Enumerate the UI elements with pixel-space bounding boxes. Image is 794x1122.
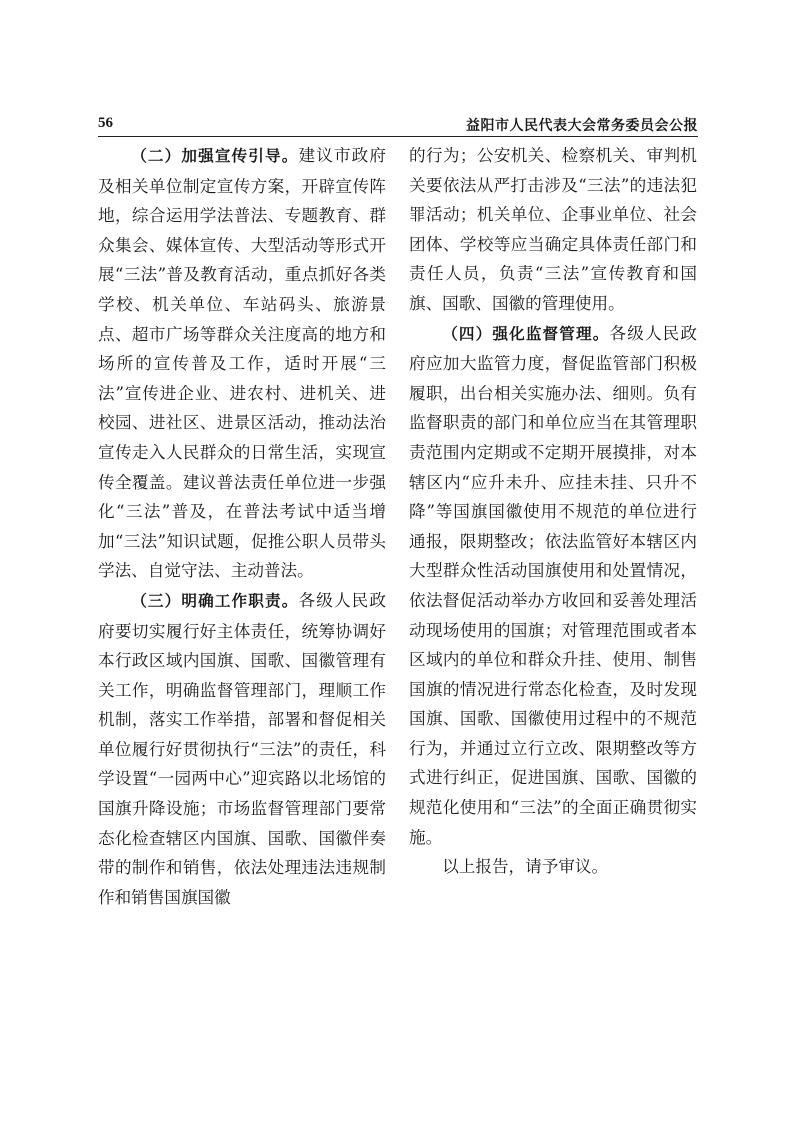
section-2-body: 建议市政府及相关单位制定宣传方案，开辟宣传阵地，综合运用学法普法、专题教育、群众集会、媒体宣传、大型活动等形式开展“三法”普及教育活动，重点抓好各类学校、机关单位、车站码头、旅游景点、超市广场等群众关注度高的地方和场所的宣传普及工作，适时开展“三法”宣传进企业、进农村、进机关、进校园、进社区、进景区活动，推动法治宣传走入人民群众的日常生活，实现宣传全覆盖。建议普法责任单位进一步强化“三法”普及，在普法考试中适当增加“三法”知识试题，促推公职人员带头学法、自觉守法、主动普法。 xyxy=(98,146,386,581)
section-3-heading: （三）明确工作职责。 xyxy=(131,591,299,610)
closing-line: 以上报告，请予审议。 xyxy=(442,857,609,877)
section-3-paragraph xyxy=(98,586,386,913)
section-2-heading: （二）加强宣传引导。 xyxy=(131,147,299,165)
section-3-continued: 的行为；公安机关、检察机关、审判机关要依法从严打击涉及“三法”的违法犯罪活动；机关单位、企事业单位、社会团体、学校等应当确定具体责任部门和责任人员，负责“三法”宣传教育和国旗、国歌、国徽的管理使用。 xyxy=(409,146,697,313)
left-column xyxy=(98,141,386,912)
section-4-body: 各级人民政府应加大监管力度，督促监管部门积极履职，出台相关实施办法、细则。负有监督职责的部门和单位应当在其管理职责范围内定期或不定期开展摸排，对本辖区内“应升未升、应挂未挂、只升不降”等国旗国徽使用不规范的单位进行通报，限期整改；依法监管好本辖区内大型群众性活动国旗使用和处置情况，依法督促活动举办方收回和妥善处理活动现场使用的国旗；对管理范围或者本区域内的单位和群众升挂、使用、制售国旗的情况进行常态化检查，及时发现国旗、国歌、国徽使用过程中的不规范行为，并通过立行立改、限期整改等方式进行纠正，促进国旗、国歌、国徽的规范化使用和“三法”的全面正确贯彻实施。 xyxy=(409,323,697,847)
section-3-body: 各级人民政府要切实履行好主体责任，统筹协调好本行政区域内国旗、国歌、国徽管理有关工作，明确监督管理部门，理顺工作机制，落实工作举措，部署和督促相关单位履行好贯彻执行“三法”的责任，科学设置“一园两中心”迎宾路以北场馆的国旗升降设施；市场监督管理部门要常态化检查辖区内国旗、国歌、国徽伴奏带的制作和销售，依法处理违法违规制作和销售国旗国徽 xyxy=(98,590,386,907)
section-4-paragraph xyxy=(409,319,697,853)
right-column xyxy=(409,141,697,882)
page-number: 56 xyxy=(98,115,113,131)
page-header xyxy=(98,112,698,137)
section-4-heading: （四）强化监督管理。 xyxy=(442,324,610,343)
section-2-paragraph xyxy=(98,141,386,586)
running-title: 益阳市人民代表大会常务委员会公报 xyxy=(466,118,698,134)
